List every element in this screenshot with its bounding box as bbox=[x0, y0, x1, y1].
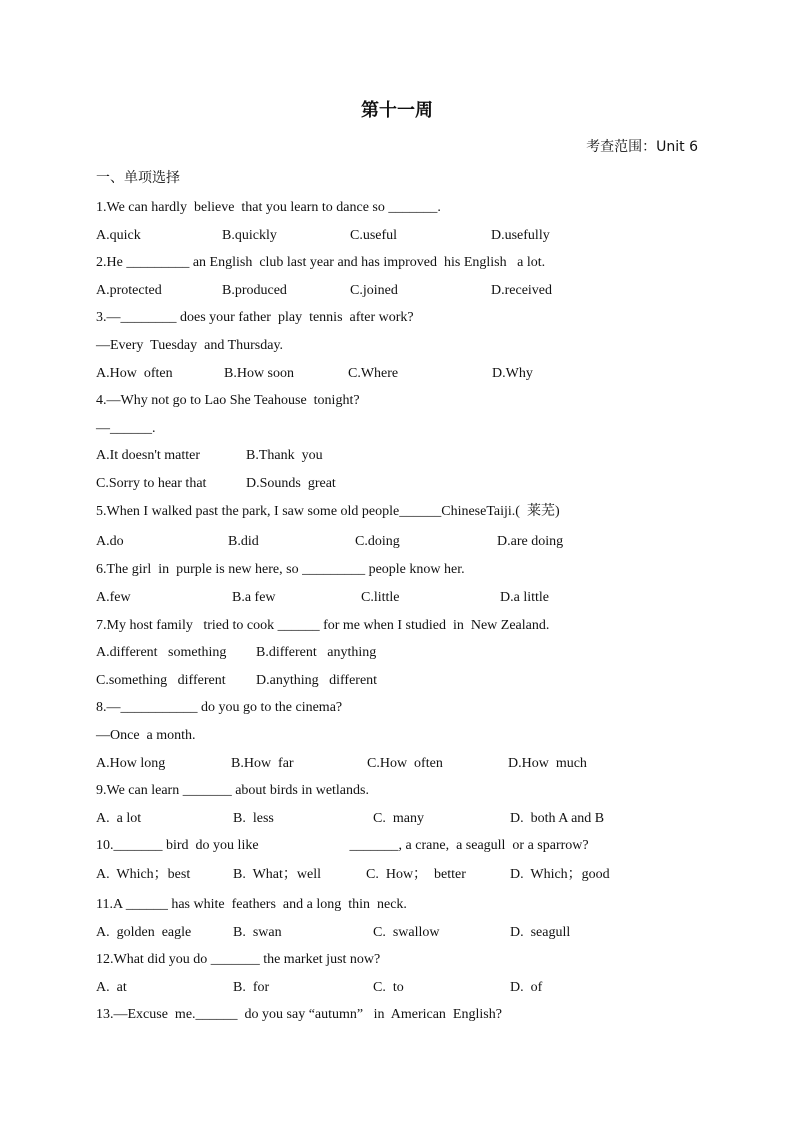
answer-option: A.different something bbox=[96, 645, 227, 660]
answer-option: D. both A and B bbox=[510, 811, 605, 826]
question-line: 1.We can hardly believe that you learn to dance so _______. bbox=[96, 200, 441, 215]
answer-option: D.usefully bbox=[491, 228, 550, 243]
question-line: 4.—Why not go to Lao She Teahouse tonight? bbox=[96, 393, 360, 408]
answer-option: C. many bbox=[373, 811, 424, 826]
answer-option: C.Sorry to hear that bbox=[96, 476, 207, 491]
answer-option: B.How soon bbox=[224, 366, 295, 381]
answer-option: D. Which；good bbox=[510, 867, 610, 882]
answer-option: B.Thank you bbox=[246, 448, 323, 463]
question-line: 10._______ bird do you like _______, a crane, a seagull or a sparrow? bbox=[96, 838, 589, 853]
answer-option: B.a few bbox=[232, 590, 276, 605]
answer-option: C.useful bbox=[350, 228, 398, 243]
answer-option: C. swallow bbox=[373, 925, 440, 940]
answer-option: A.How long bbox=[96, 756, 166, 771]
answer-option: B. What；well bbox=[233, 867, 322, 882]
answer-option: A.It doesn't matter bbox=[96, 448, 200, 463]
question-line: 11.A ______ has white feathers and a long thin neck. bbox=[96, 897, 407, 912]
answer-option: A. at bbox=[96, 980, 127, 995]
question-line: —Once a month. bbox=[96, 728, 196, 743]
answer-option: A.do bbox=[96, 534, 124, 549]
answer-option: D.anything different bbox=[256, 673, 378, 688]
answer-option: C. to bbox=[373, 980, 404, 995]
question-line: 13.—Excuse me.______ do you say “autumn” in American English? bbox=[96, 1007, 502, 1022]
answer-option: A.How often bbox=[96, 366, 173, 381]
question-line: 2.He _________ an English club last year and has improved his English a lot. bbox=[96, 255, 546, 270]
answer-option: C. How； better bbox=[366, 867, 466, 882]
answer-option: C.little bbox=[361, 590, 400, 605]
answer-option: C.joined bbox=[350, 283, 398, 298]
section-heading: 一、单项选择 bbox=[96, 170, 180, 186]
answer-option: D.Sounds great bbox=[246, 476, 336, 491]
answer-option: A.few bbox=[96, 590, 131, 605]
answer-option: D. seagull bbox=[510, 925, 571, 940]
answer-option: D. of bbox=[510, 980, 543, 995]
answer-option: A.protected bbox=[96, 283, 162, 298]
question-line: 9.We can learn _______ about birds in wetlands. bbox=[96, 783, 369, 798]
page-title: 第十一周 bbox=[361, 100, 433, 121]
answer-option: B. for bbox=[233, 980, 270, 995]
answer-option: A. Which；best bbox=[96, 867, 191, 882]
answer-option: A.quick bbox=[96, 228, 141, 243]
question-line: —______. bbox=[96, 421, 156, 436]
answer-option: B.did bbox=[228, 534, 259, 549]
answer-option: A. a lot bbox=[96, 811, 142, 826]
answer-option: D.Why bbox=[492, 366, 533, 381]
answer-option: C.something different bbox=[96, 673, 226, 688]
question-line: 7.My host family tried to cook ______ for me when I studied in New Zealand. bbox=[96, 618, 550, 633]
question-line: 8.—___________ do you go to the cinema? bbox=[96, 700, 343, 715]
answer-option: B.produced bbox=[222, 283, 287, 298]
answer-option: D.are doing bbox=[497, 534, 564, 549]
question-line: 5.When I walked past the park, I saw some old people______ChineseTaiji.( 莱芜) bbox=[96, 504, 560, 519]
answer-option: A. golden eagle bbox=[96, 925, 192, 940]
answer-option: B. less bbox=[233, 811, 274, 826]
answer-option: B.quickly bbox=[222, 228, 277, 243]
answer-option: B.different anything bbox=[256, 645, 377, 660]
answer-option: C.Where bbox=[348, 366, 399, 381]
question-line: 3.—________ does your father play tennis after work? bbox=[96, 310, 414, 325]
answer-option: D.a little bbox=[500, 590, 549, 605]
exam-scope: 考查范围：Unit 6 bbox=[586, 139, 698, 155]
question-line: 6.The girl in purple is new here, so _________ people know her. bbox=[96, 562, 465, 577]
question-line: —Every Tuesday and Thursday. bbox=[96, 338, 284, 353]
answer-option: C.doing bbox=[355, 534, 400, 549]
answer-option: C.How often bbox=[367, 756, 443, 771]
answer-option: B. swan bbox=[233, 925, 282, 940]
question-line: 12.What did you do _______ the market just now? bbox=[96, 952, 381, 967]
answer-option: B.How far bbox=[231, 756, 294, 771]
answer-option: D.How much bbox=[508, 756, 587, 771]
answer-option: D.received bbox=[491, 283, 553, 298]
